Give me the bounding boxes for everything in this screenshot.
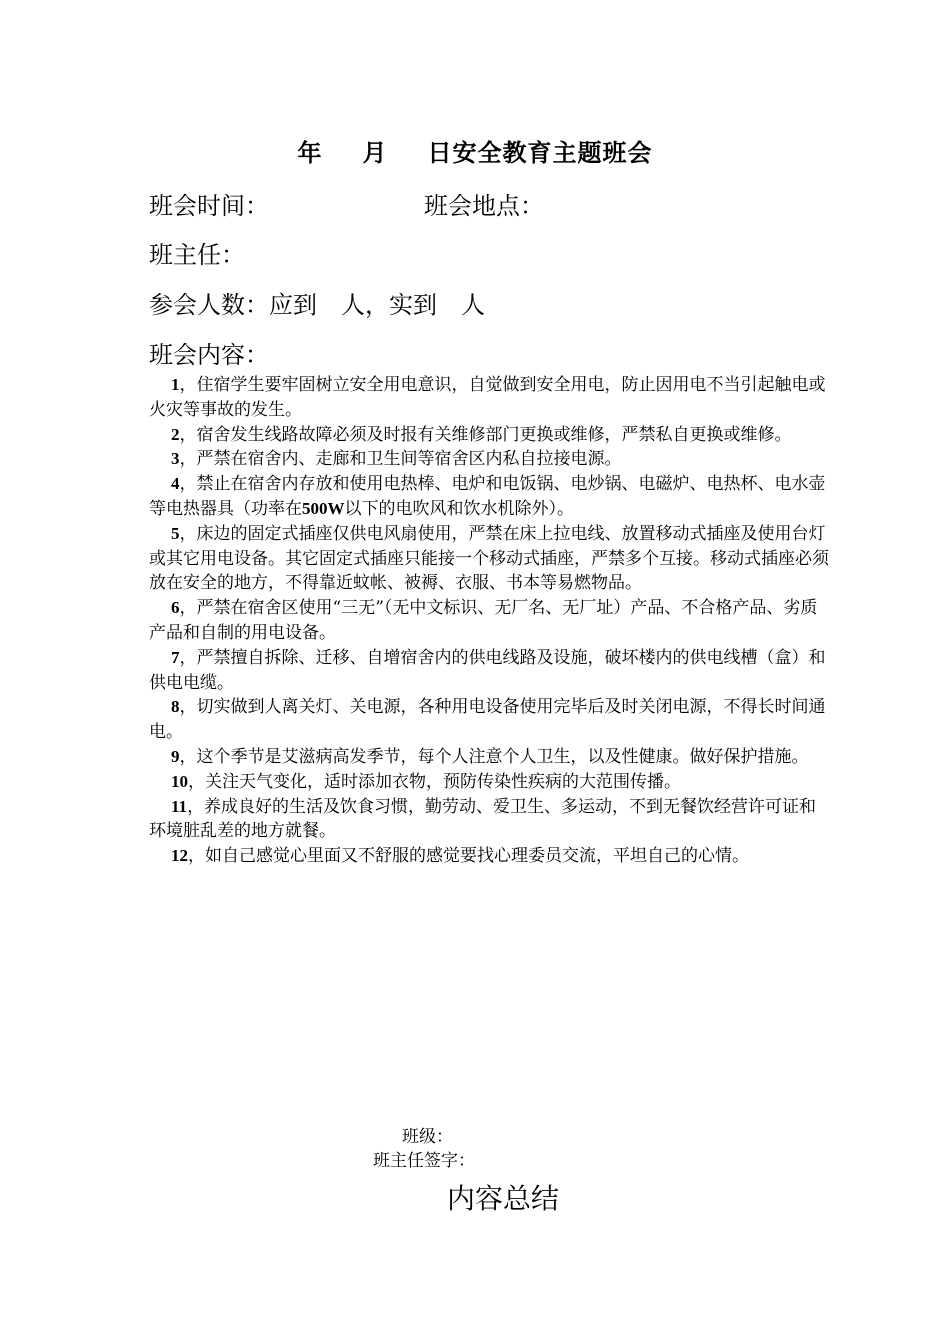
item-text: ，宿舍发生线路故障必须及时报有关维修部门更换或维修，严禁私自更换或维修。	[179, 424, 792, 445]
item-text: ，这个季节是艾滋病高发季节，每个人注意个人卫生，以及性健康。做好保护措施。	[179, 746, 809, 767]
item-number: 1	[171, 375, 180, 394]
item-number: 12	[171, 846, 188, 866]
item-number: 11	[171, 796, 188, 816]
content-item	[149, 770, 829, 795]
item-text: ，如自己感觉心里面又不舒服的感觉要找心理委员交流，平坦自己的心情。	[188, 846, 749, 867]
item-number: 4	[171, 474, 180, 494]
item-number: 10	[171, 771, 188, 791]
page-title	[0, 133, 950, 168]
class-label: 班级：	[402, 1127, 453, 1147]
summary-heading: 内容总结	[447, 1182, 560, 1215]
item-text: ，床边的固定式插座仅供电风扇使用，严禁在床上拉电线、放置移动式插座及使用台灯或其它用电设备。其它固定式插座只能接一个移动式插座，严禁多个互接。移动式插座必须放在安全的地方，不得靠近蚊帐、被褥、衣服、书本等易燃物品。	[149, 523, 829, 594]
item-number: 2	[171, 424, 180, 444]
item-number: 9	[171, 746, 180, 766]
content-item	[149, 646, 829, 696]
meeting-time-label: 班会时间：	[149, 192, 269, 220]
content-item	[149, 795, 829, 845]
item-number: 7	[171, 647, 180, 667]
content-item	[149, 423, 829, 448]
item-text: ，严禁擅自拆除、迁移、自增宿舍内的供电线路及设施，破坏楼内的供电线槽（盒）和供电电缆。	[149, 647, 826, 693]
content-item	[149, 695, 829, 745]
item-number: 6	[171, 598, 180, 618]
item-number: 8	[171, 697, 180, 717]
item-text: ，严禁在宿舍内、走廊和卫生间等宿舍区内私自拉接电源。	[179, 449, 622, 470]
content-item	[149, 596, 829, 646]
item-text-continued: 以下的电吹风和饮水机除外）。	[344, 498, 574, 519]
meeting-place-label: 班会地点：	[424, 192, 544, 220]
content-item	[149, 447, 829, 472]
content-item	[149, 373, 829, 423]
content-list	[149, 373, 829, 869]
meeting-content-label: 班会内容：	[149, 341, 269, 369]
item-number: 3	[171, 449, 180, 469]
content-item	[149, 522, 829, 596]
item-bold-text: 500W	[302, 498, 345, 518]
teacher-signature-label: 班主任签字：	[373, 1151, 475, 1171]
item-text: ，严禁在宿舍区使用“三无”（无中文标识、无厂名、无厂址）产品、不合格产品、劣质产品和自制的用电设备。	[149, 598, 818, 643]
content-item	[149, 745, 829, 770]
content-item	[149, 472, 829, 522]
title-month: 月	[362, 139, 388, 167]
item-text: ，关注天气变化，适时添加衣物，预防传染性疾病的大范围传播。	[188, 771, 681, 792]
item-text: ，禁止在宿舍内存放和使用电热棒、电炉和电饭锅、电炒锅、电磁炉、电热杯、电水壶等电热器具（功率在	[149, 474, 826, 519]
item-text: ，养成良好的生活及饮食习惯，勤劳动、爱卫生、多运动，不到无餐饮经营许可证和环境脏乱差的地方就餐。	[149, 796, 817, 842]
item-number: 5	[171, 523, 180, 543]
content-item	[149, 844, 829, 869]
item-text: ，住宿学生要牢固树立安全用电意识，自觉做到安全用电，防止因用电不当引起触电或火灾等事故的发生。	[149, 375, 826, 420]
attendance-label: 参会人数：应到 人，实到 人	[149, 291, 485, 319]
title-rest: 日安全教育主题班会	[427, 139, 653, 167]
head-teacher-label: 班主任：	[149, 241, 245, 269]
title-year: 年	[297, 139, 323, 167]
item-text: ，切实做到人离关灯、关电源，各种用电设备使用完毕后及时关闭电源，不得长时间通电。	[149, 697, 826, 743]
